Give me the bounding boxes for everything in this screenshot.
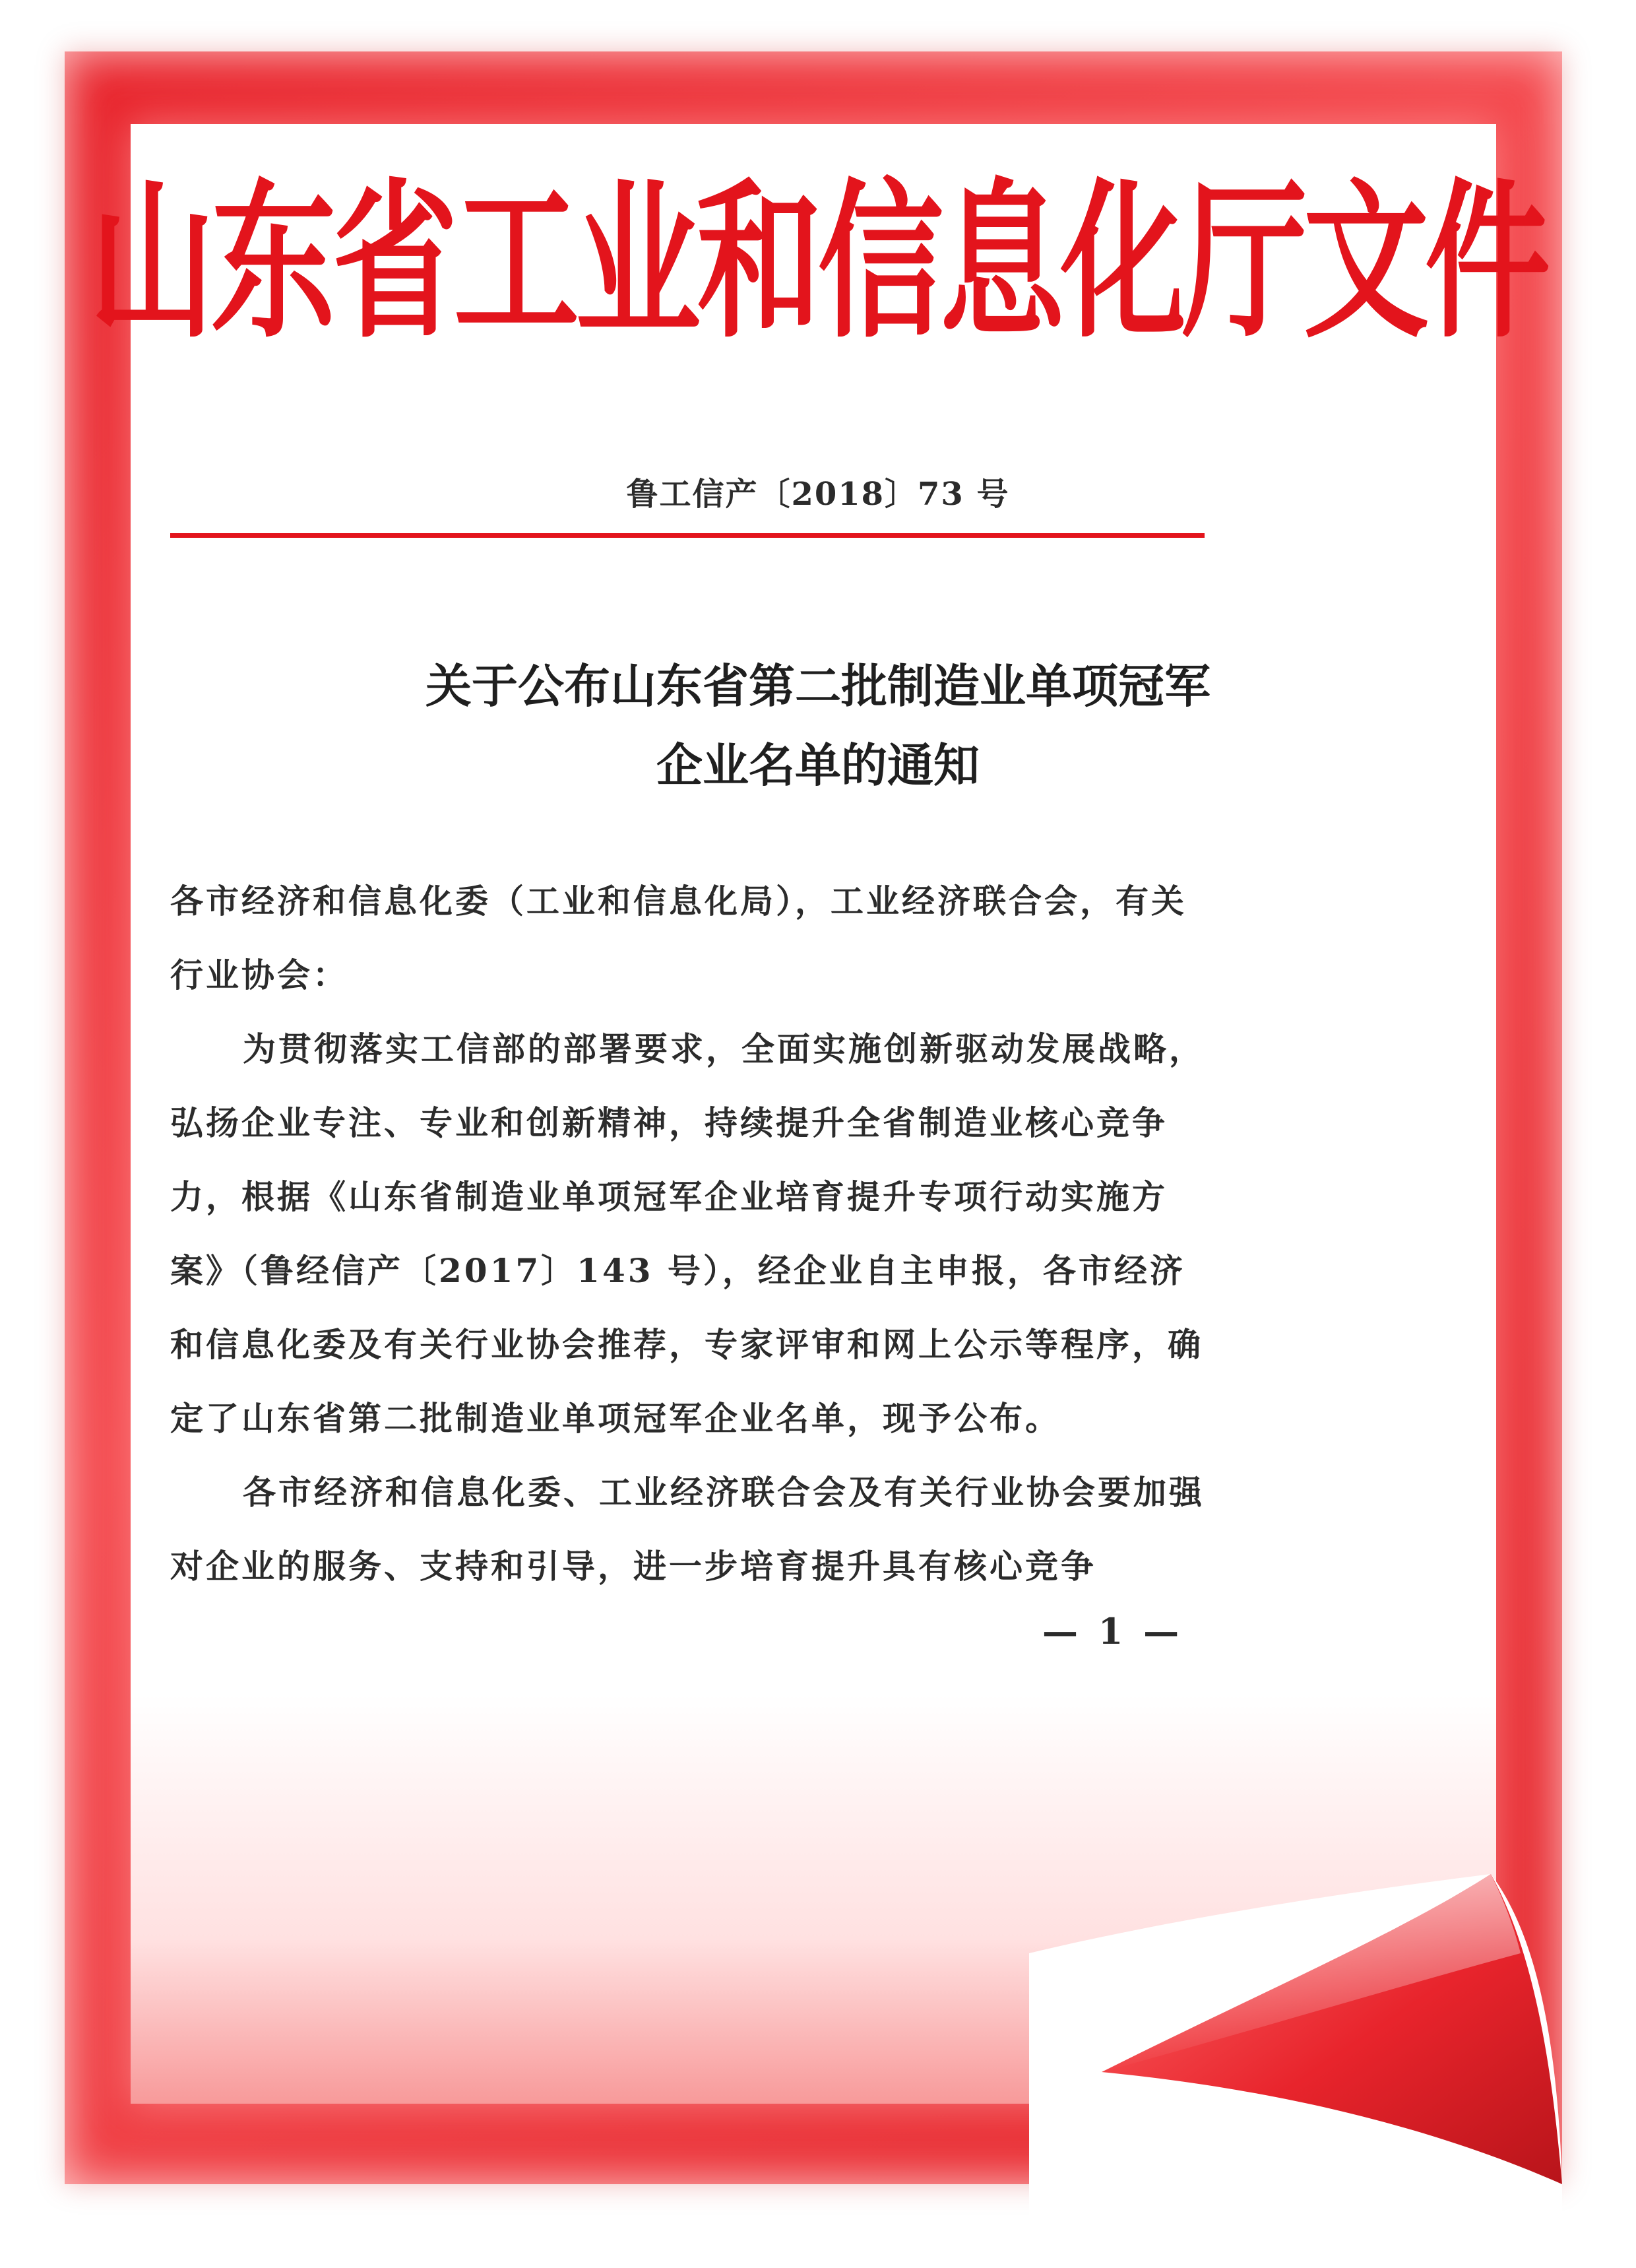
body-paragraph-2: 各市经济和信息化委、工业经济联合会及有关行业协会要加强对企业的服务、支持和引导，进一步培育提升具有核心竞争 bbox=[170, 1473, 1205, 1586]
addressee: 各市经济和信息化委（工业和信息化局），工业经济联合会，有关行业协会： bbox=[170, 882, 1187, 994]
red-separator-line bbox=[170, 533, 1205, 538]
document-title-line-2: 企业名单的通知 bbox=[656, 738, 980, 793]
document-body bbox=[170, 864, 1218, 1604]
document-title bbox=[0, 647, 1636, 805]
document-title-line-1: 关于公布山东省第二批制造业单项冠军 bbox=[425, 659, 1211, 713]
document-number: 鲁工信产〔2018〕73 号 bbox=[626, 476, 1010, 513]
page-number: — 1 — bbox=[1042, 1610, 1183, 1652]
body-paragraph-1: 为贯彻落实工信部的部署要求，全面实施创新驱动发展战略，弘扬企业专注、专业和创新精神，持续提升全省制造业核心竞争力，根据《山东省制造业单项冠军企业培育提升专项行动实施方案》（鲁经信产〔2017〕143 号），经企业自主申报，各市经济和信息化委及有关行业协会推荐，专家评审和网上公示等程序，确定了山东省第二批制造业单项冠军企业名单，现予公布。 bbox=[170, 1029, 1205, 1438]
document-masthead: 山东省工业和信息化厅文件 bbox=[89, 164, 1546, 361]
page-curl-graphic bbox=[1029, 1874, 1583, 2217]
